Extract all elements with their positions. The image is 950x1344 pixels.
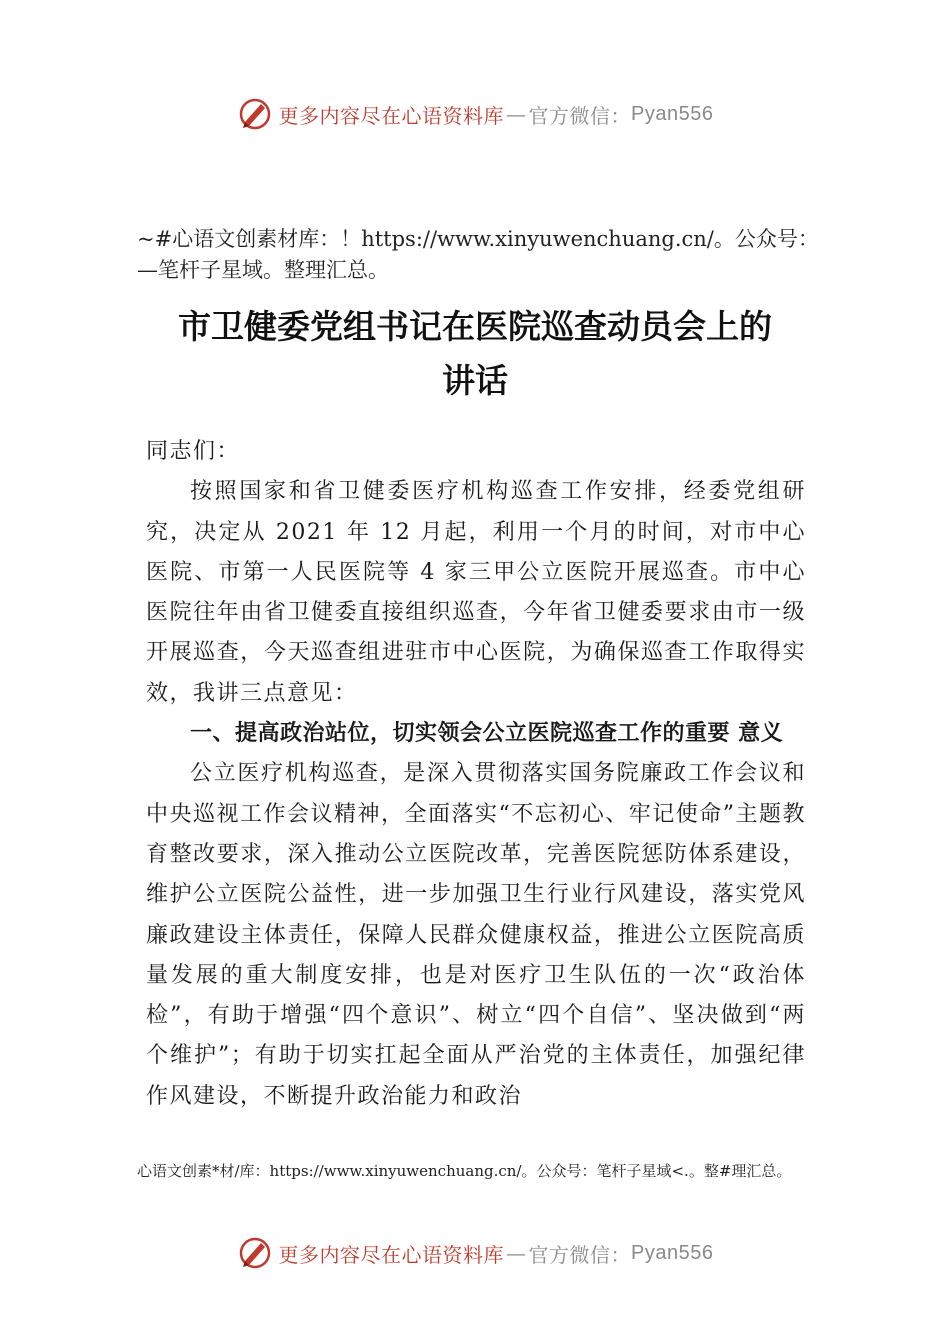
salutation: 同志们： [146,439,241,464]
banner-label: 官方微信： [528,1242,632,1267]
document-body [146,432,806,1117]
banner-dash: — [506,102,527,126]
paragraph-1: 按照国家和省卫健委医疗机构巡查工作安排，经委党组研究，决定从 2021 年 12 月起，利用一个月的时间，对市中心医院、市第一人民医院等 4 家三甲公立医院开展巡查。市中心医院往年由省卫健委直接组织巡查，今年省卫健委要求由市一级开展巡查，今天巡查组进驻市中心医院，为确保巡查工作取得实效，我讲三点意见： [146,479,806,706]
banner-wechat-id: Pyan556 [631,1241,714,1264]
source-note: ~#心语文创素材库：！https://www.xinyuwenchuang.cn/。公众号：—笔杆子星域。整理汇总。 [137,227,819,282]
section-heading-1: 一、提高政治站位，切实领会公立医院巡查工作的重要 意义 [190,721,784,747]
banner-label: 官方微信： [528,103,632,128]
title-line-1: 市卫健委党组书记在医院巡查动员会上的 [178,307,772,346]
paragraph-2: 公立医疗机构巡查，是深入贯彻落实国务院廉政工作会议和中央巡视工作会议精神，全面落实“不忘初心、牢记使命”主题教育整改要求，深入推动公立医院改革，完善医院惩防体系建设，维护公立医院公益性，进一步加强卫生行业行风建设，落实党风廉政建设主体责任，保障人民群众健康权益，推进公立医院高质量发展的重大制度安排，也是对医疗卫生队伍的一次“政治体检”，有助于增强“四个意识”、树立“四个自信”、坚决做到“两个维护”；有助于切实扛起全面从严治党的主体责任，加强纪律作风建设，不断提升政治能力和政治 [146,761,806,1109]
bottom-banner [0,1233,950,1273]
banner-dash: — [506,1241,527,1265]
pen-logo-icon [237,1235,273,1271]
footer-note: 心语文创素*材/库：https://www.xinyuwenchuang.cn/。公众号：笔杆子星域<.。整#理汇总。 [137,1162,792,1180]
title-line-2: 讲话 [442,361,508,400]
banner-main-text: 更多内容尽在心语资料库 [278,103,505,128]
banner-wechat-id: Pyan556 [631,102,714,125]
banner-main-text: 更多内容尽在心语资料库 [278,1242,505,1267]
